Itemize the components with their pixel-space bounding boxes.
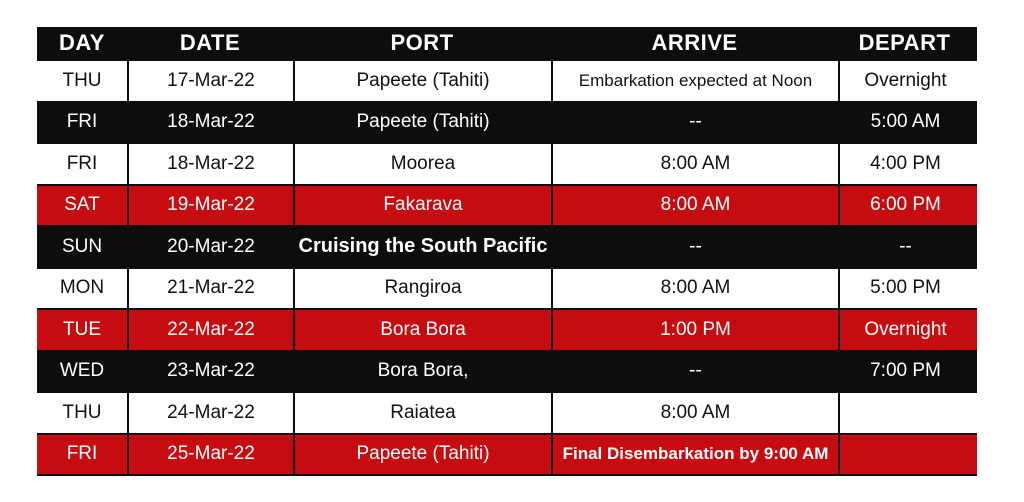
cell-date: 25-Mar-22 xyxy=(127,435,293,475)
cell-depart: 5:00 PM xyxy=(838,269,971,309)
table-header-row xyxy=(37,27,977,59)
cell-port: Rangiroa xyxy=(293,269,551,309)
cell-depart: Overnight xyxy=(838,61,971,101)
cell-port: Bora Bora, xyxy=(293,352,551,392)
table-row xyxy=(37,308,977,350)
cell-day: SUN xyxy=(61,235,103,257)
table-row xyxy=(37,350,977,392)
cell-arrive: -- xyxy=(551,103,838,143)
table-row xyxy=(37,225,977,267)
cell-date: 17-Mar-22 xyxy=(127,61,293,101)
column-header-port: PORT xyxy=(390,30,454,55)
cell-date: 22-Mar-22 xyxy=(127,310,293,350)
cell-date: 21-Mar-22 xyxy=(127,269,293,309)
cell-depart xyxy=(838,393,971,433)
table-row xyxy=(37,142,977,184)
cell-date: 18-Mar-22 xyxy=(127,144,293,184)
cell-depart: 5:00 AM xyxy=(838,103,971,143)
cell-port: Papeete (Tahiti) xyxy=(293,435,551,475)
cell-depart: 4:00 PM xyxy=(838,144,971,184)
cell-port: Fakarava xyxy=(293,186,551,226)
cell-date: 18-Mar-22 xyxy=(127,103,293,143)
cell-day: THU xyxy=(62,401,102,423)
cell-depart: 6:00 PM xyxy=(838,186,971,226)
cell-day: MON xyxy=(59,277,105,299)
cell-depart: -- xyxy=(838,227,971,267)
column-header-depart: DEPART xyxy=(858,30,951,55)
cell-day: THU xyxy=(62,69,102,91)
column-header-arrive: ARRIVE xyxy=(651,30,738,55)
cell-arrive: -- xyxy=(551,352,838,392)
cell-arrive: 8:00 AM xyxy=(551,269,838,309)
cell-date: 19-Mar-22 xyxy=(127,186,293,226)
table-body xyxy=(37,59,977,476)
cell-depart: 7:00 PM xyxy=(838,352,971,392)
cell-port: Papeete (Tahiti) xyxy=(293,103,551,143)
cell-day: FRI xyxy=(66,152,98,174)
cell-arrive: Embarkation expected at Noon xyxy=(551,61,838,101)
cell-day: FRI xyxy=(66,111,98,133)
cell-day: SAT xyxy=(64,194,100,216)
cell-arrive: Final Disembarkation by 9:00 AM xyxy=(551,435,838,475)
cell-date: 20-Mar-22 xyxy=(127,227,293,267)
cell-arrive: 1:00 PM xyxy=(551,310,838,350)
cell-day: WED xyxy=(59,360,105,382)
table-row xyxy=(37,59,977,101)
cell-date: 24-Mar-22 xyxy=(127,393,293,433)
cell-port: Papeete (Tahiti) xyxy=(293,61,551,101)
cell-day: TUE xyxy=(63,318,101,340)
cell-arrive: -- xyxy=(551,227,838,267)
cell-date: 23-Mar-22 xyxy=(127,352,293,392)
column-header-date: DATE xyxy=(179,30,241,55)
cell-depart xyxy=(838,435,971,475)
table-row xyxy=(37,391,977,433)
table-row xyxy=(37,184,977,226)
cell-port: Cruising the South Pacific xyxy=(293,227,551,267)
cell-depart: Overnight xyxy=(838,310,971,350)
table-row xyxy=(37,433,977,477)
column-header-day: DAY xyxy=(59,30,105,55)
table-row xyxy=(37,101,977,143)
cell-port: Bora Bora xyxy=(293,310,551,350)
table-row xyxy=(37,267,977,309)
cell-arrive: 8:00 AM xyxy=(551,393,838,433)
cell-day: FRI xyxy=(66,443,98,465)
cell-port: Raiatea xyxy=(293,393,551,433)
cell-arrive: 8:00 AM xyxy=(551,186,838,226)
cruise-itinerary-table xyxy=(37,27,977,476)
cell-arrive: 8:00 AM xyxy=(551,144,838,184)
cell-port: Moorea xyxy=(293,144,551,184)
